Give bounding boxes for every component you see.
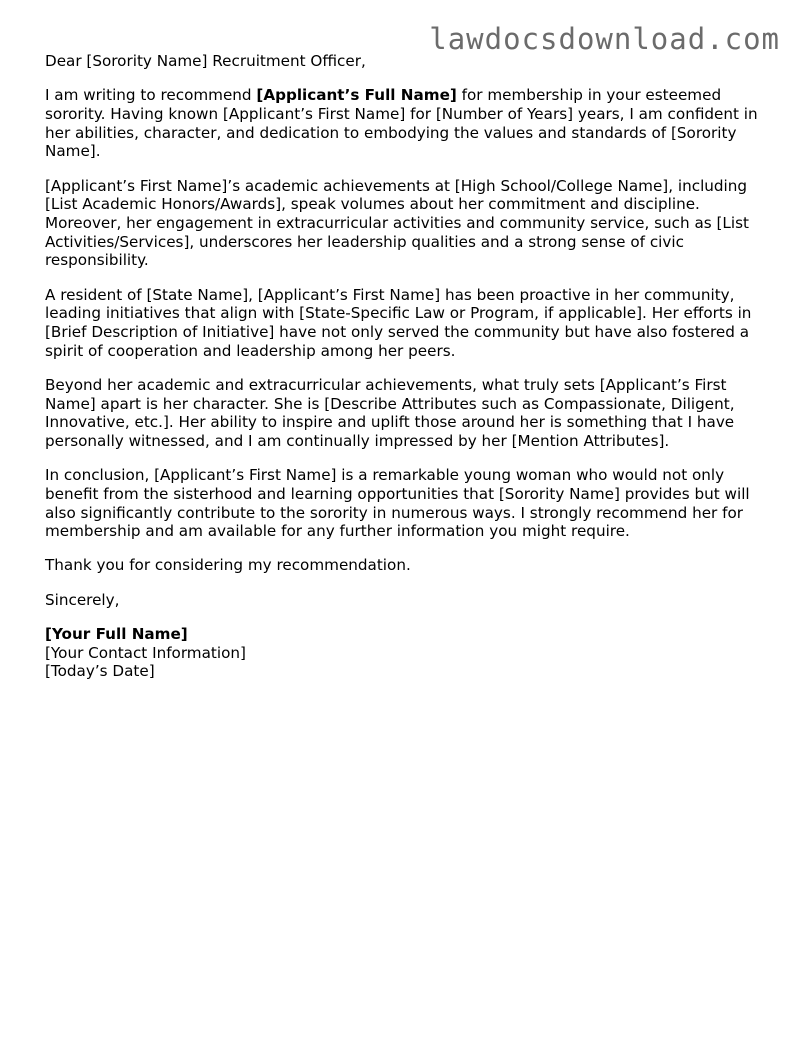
signature-contact: [Your Contact Information] — [45, 643, 246, 662]
applicant-full-name: [Applicant’s Full Name] — [256, 86, 457, 105]
signature-block — [45, 625, 765, 681]
paragraph-character: Beyond her academic and extracurricular achievements, what truly sets [Applicant’s First Name] apart is her character. She is [Describe Attributes such as Compassionate, Diligent, Innovative, etc.]. Her ability to inspire and uplift those around her is something that I have personally witnessed, and I am continually impressed by her [Mention Attributes]. — [45, 375, 735, 450]
intro-text-after: for membership in your esteemed sorority. Having known [Applicant’s First Name] for [Number of Years] years, I am confident in her abilities, character, and dedication to embodying the values and standards of [Sorority Name]. — [45, 86, 758, 161]
signature-name: [Your Full Name] — [45, 624, 188, 643]
closing: Sincerely, — [45, 590, 120, 609]
salutation: Dear [Sorority Name] Recruitment Officer, — [45, 52, 366, 70]
paragraph-conclusion: In conclusion, [Applicant’s First Name] is a remarkable young woman who would not only benefit from the sisterhood and learning opportunities that [Sorority Name] provides but will also significantly contribute to the sorority in numerous ways. I strongly recommend her for membership and am available for any further information you might require. — [45, 466, 750, 541]
paragraph-academics: [Applicant’s First Name]’s academic achievements at [High School/College Name], including [List Academic Honors/Awards], speak volumes about her commitment and discipline. Moreover, her engagement in extracurricular activities and community service, such as [List Activities/Services], underscores her leadership qualities and a strong sense of civic responsibility. — [45, 176, 749, 270]
paragraph-community: A resident of [State Name], [Applicant’s First Name] has been proactive in her community, leading initiatives that align with [State-Specific Law or Program, if applicable]. Her efforts in [Brief Description of Initiative] have not only served the community but have also fostered a spirit of cooperation and leadership among her peers. — [45, 285, 752, 360]
intro-text-before: I am writing to recommend — [45, 86, 257, 105]
thanks-line: Thank you for considering my recommendation. — [45, 556, 411, 575]
letter-body — [45, 52, 765, 696]
watermark: lawdocsdownload.com — [429, 22, 780, 56]
signature-date: [Today’s Date] — [45, 662, 155, 681]
paragraph-introduction — [45, 86, 765, 161]
